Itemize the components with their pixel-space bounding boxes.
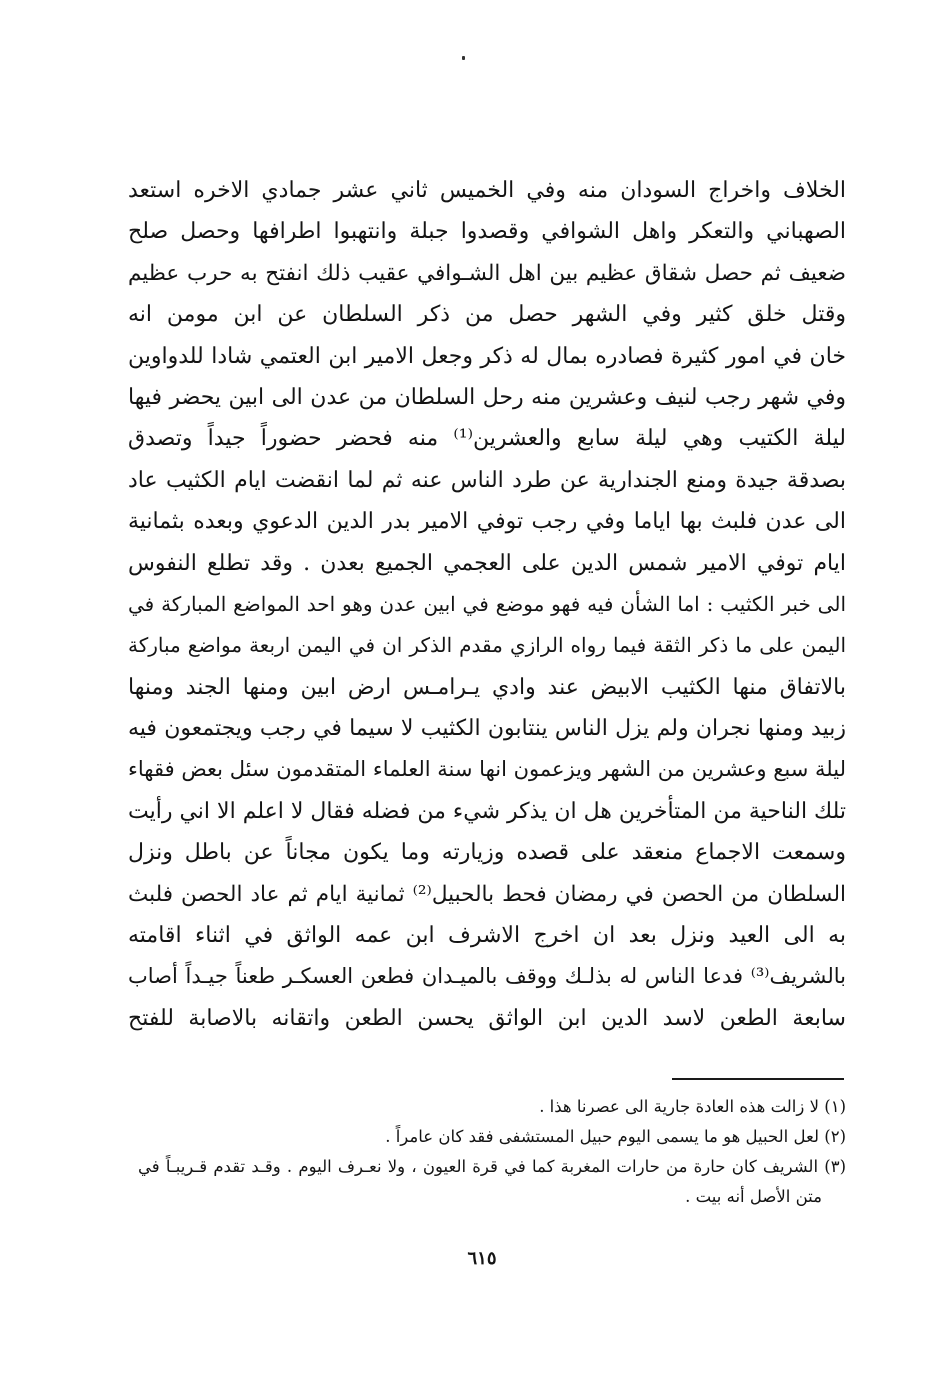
text-line: ليلة سبع وعشرين من الشهر ويزعمون انها سنة العلماء المتقدمون سئل بعض فقهاء (128, 757, 846, 782)
text-line: وقتل خلق كثير وفي الشهر حصل من ذكر السلطان عن ابن مومن انه (128, 302, 846, 328)
text-line: ايام توفي الامير شمس الدين على العجمي الجميع بعدن . وقد تطلع النفوس (128, 550, 846, 576)
footnote-separator (672, 1078, 844, 1080)
text-line: الى خبر الكثيب : اما الشأن فيه فهو موضع في ابين عدن وهو احد المواضع المباركة في (128, 591, 846, 616)
footnote-continuation: متن الأصل أنه بيت . (685, 1187, 822, 1206)
main-text (128, 170, 846, 1039)
footnote: (٣) الشريف كان حارة من حارات المغربة كما في قرة العيون ، ولا نعـرف اليوم . وقـد تقدم قـريبـاً في (138, 1157, 846, 1176)
text-line: السلطان من الحصن في رمضان فحط بالحبيل⁽²⁾ ثمانية ايام ثم عاد الحصن فلبث (128, 881, 846, 907)
text-line: وسمعت الاجماع منعقد على قصده وزيارته وما يكون مجاناً عن باطل ونزل (128, 840, 846, 866)
text-line: الصهباني والتعكر واهل الشوافي وقصدوا جبلة وانتهبوا اطرافها وحصل صلح (128, 219, 846, 245)
footnote: (١) لا زالت هذه العادة جارية الى عصرنا هذا . (539, 1097, 846, 1116)
page-speck-mark (462, 56, 465, 60)
text-line: سابعة الطعن لاسد الدين ابن الواثق يحسن الطعن واتقانه بالاصابة للفتح (128, 1005, 846, 1031)
page-number: ٦١٥ (467, 1248, 497, 1269)
text-line: اليمن على ما ذكر الثقة فيما رواه الرازي مقدم الذكر ان في اليمن اربعة مواضع مباركة (128, 633, 846, 658)
footnote: (٢) لعل الحبيل هو ما يسمى اليوم حبيل المستشفى فقد كان عامراً . (385, 1127, 846, 1146)
footnotes (138, 1092, 846, 1212)
text-line: الخلاف واخراج السودان منه وفي الخميس ثاني عشر جمادي الاخره استعد (128, 178, 846, 203)
text-line: ضعيف ثم حصل شقاق عظيم بين اهل الشـوافي عقيب ذلك انفتح به حرب عظيم (128, 260, 846, 286)
text-line: وفي شهر رجب لنيف وعشرين منه رحل السلطان من عدن الى ابين يحضر فيها (128, 384, 846, 410)
text-line: بالشريف⁽³⁾ فدعا الناس له بذلـك ووقف بالميـدان فطعن العسكـر طعناً جيـداً أصاب (128, 964, 846, 989)
text-line: الى عدن فلبث بها اياما وفي رجب توفي الامير بدر الدين الدعوي وبعده بثمانية (128, 509, 846, 535)
text-line: تلك الناحية من المتأخرين هل ان يذكر شيء من فضله فقال لا اعلم الا اني رأيت (128, 798, 846, 824)
text-line: به الى العيد ونزل بعد ان اخرج الاشرف ابن عمه الواثق في اثناء اقامته (128, 923, 846, 949)
text-line: بالاتفاق منها الكثيب الابيض عند وادي يـرامـس ارض ابين ومنها الجند ومنها (128, 674, 846, 700)
text-line: زبيد ومنها نجران ولم يزل الناس ينتابون الكثيب لا سيما في رجب ويجتمعون فيه (128, 716, 846, 742)
text-line: ليلة الكتيب وهي ليلة سابع والعشرين⁽¹⁾ منه فحضر حضوراً جيداً وتصدق (128, 426, 846, 452)
text-line: بصدقة جيدة ومنع الجندارية عن طرد الناس عنه ثم لما انقضت ايام الكثيب عاد (128, 467, 846, 493)
text-line: خان في امور كثيرة فصادره بمال له ذكر وجعل الامير ابن العتمي شادا للدواوين (128, 343, 846, 369)
